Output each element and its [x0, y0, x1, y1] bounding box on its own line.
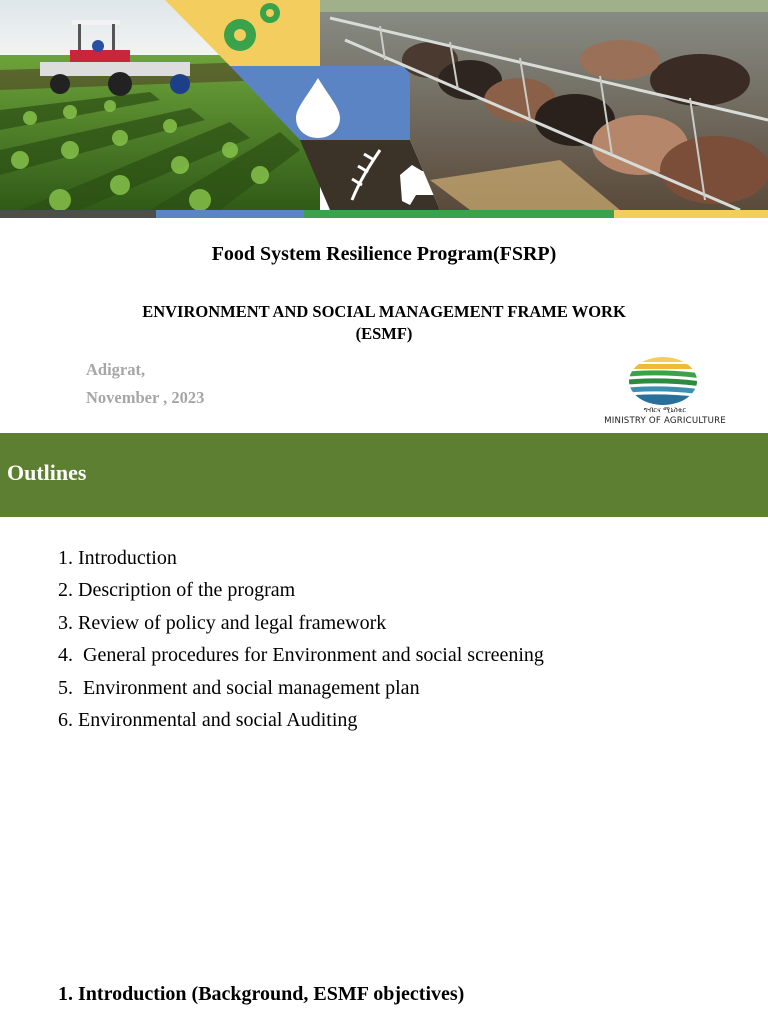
outline-item: 4. General procedures for Environment and social screening [58, 644, 544, 667]
framework-title [0, 301, 768, 345]
ministry-emblem-icon [592, 354, 738, 406]
header-banner [0, 0, 768, 220]
outline-item: 6. Environmental and social Auditing [58, 709, 358, 732]
color-stripe [0, 210, 768, 218]
outline-header-bar [0, 433, 768, 517]
introduction-section-heading: 1. Introduction (Background, ESMF objectives) [58, 983, 465, 1005]
outline-item: 2. Description of the program [58, 579, 296, 602]
banner-illustration [0, 0, 768, 220]
framework-title-line2: (ESMF) [355, 324, 413, 343]
program-title: Food System Resilience Program(FSRP) [211, 243, 557, 265]
logo-amharic-text: ግብርና ሚኒስቴር [643, 406, 687, 414]
outline-item: 3. Review of policy and legal framework [58, 611, 387, 634]
presentation-date: November , 2023 [86, 388, 205, 407]
outline-heading: Outlines [7, 460, 87, 485]
logo-ministry-text: MINISTRY OF AGRICULTURE [604, 416, 726, 426]
outline-item: 1. Introduction [58, 547, 177, 569]
outline-list [58, 542, 544, 736]
ministry-logo [592, 354, 738, 428]
outline-item: 5. Environment and social management plan [58, 676, 420, 699]
framework-title-line1: ENVIRONMENT AND SOCIAL MANAGEMENT FRAME WORK [142, 302, 626, 321]
presentation-place: Adigrat, [86, 360, 146, 379]
